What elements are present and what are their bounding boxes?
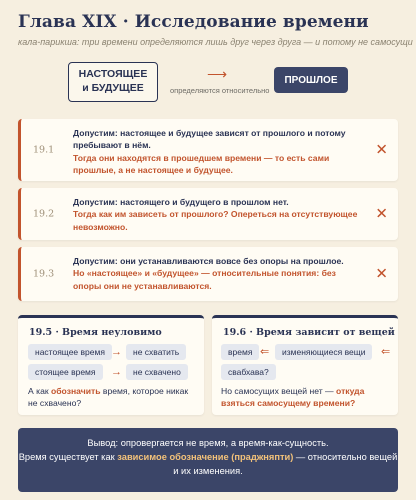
card-question xyxy=(221,385,393,410)
claim-text xyxy=(73,255,362,292)
question-highlight: обозначить xyxy=(51,386,101,396)
conclusion-box xyxy=(18,428,398,492)
arrow-left-icon: ⇐ xyxy=(381,346,391,358)
claim-premise: Допустим: настоящего и будущего в прошлом нет. xyxy=(73,197,289,207)
present-label: НАСТОЯЩЕЕ xyxy=(78,68,148,81)
pill-changing-things: изменяющиеся вещи xyxy=(275,344,372,360)
arrow-left-icon: ⇐ xyxy=(260,346,270,358)
card-time-depends xyxy=(212,315,398,415)
pill-present-time: настоящее время xyxy=(28,344,112,360)
claim-number: 19.1 xyxy=(33,144,55,156)
relation-arrow-icon: ⟶ xyxy=(207,66,228,82)
page-title: Глава XIX · Исследование времени xyxy=(18,12,369,32)
card-question xyxy=(28,385,198,410)
arrow-right-icon: → xyxy=(111,366,122,378)
arrow-right-icon: → xyxy=(111,346,122,358)
claim-19-3 xyxy=(18,247,398,301)
card-heading: 19.6 · Время зависит от вещей xyxy=(223,327,395,338)
relation-label: определяются относительно xyxy=(170,86,270,95)
claim-premise: Допустим: они устанавливаются вовсе без опоры на прошлое. xyxy=(73,256,344,266)
claim-19-1 xyxy=(18,119,398,181)
future-label: и БУДУЩЕЕ xyxy=(82,82,144,94)
claim-refutation: Тогда они находятся в прошедшем времени — то есть сами прошлые, а не настоящее и будущее. xyxy=(73,152,330,176)
refuted-x-icon: ✕ xyxy=(375,205,388,223)
pill-not-grasped: не схвачено xyxy=(126,364,188,380)
claim-19-2 xyxy=(18,188,398,240)
conclusion-text: Время существует как xyxy=(18,451,118,462)
question-text-end: время, которое никак не схвачено? xyxy=(28,386,189,409)
claim-text xyxy=(73,196,362,233)
past-box: ПРОШЛОЕ xyxy=(274,67,348,93)
question-text: Но самосущих вещей нет — xyxy=(221,386,337,396)
question-text: А как xyxy=(28,386,51,396)
conclusion-text-end: — относительно вещей и их изменения. xyxy=(173,451,398,476)
conclusion-line1: Вывод: опровергается не время, а время-как-сущность. xyxy=(87,438,329,448)
conclusion-highlight: зависимое обозначение (праджняпти) xyxy=(117,451,294,462)
pill-svabhava: свабхава? xyxy=(221,364,276,380)
claim-premise: Допустим: настоящее и будущее зависят от прошлого и потому пребывают в нём. xyxy=(73,128,346,151)
conclusion-line2 xyxy=(18,451,398,479)
claim-refutation: Тогда как им зависеть от прошлого? Опереться на отсутствующее невозможно. xyxy=(73,209,358,232)
page-subtitle: кала-парикша: три времени определяются лишь друг через друга — и потому не самосущи xyxy=(18,37,413,47)
claim-text xyxy=(73,127,362,177)
card-heading: 19.5 · Время неуловимо xyxy=(29,327,162,338)
refuted-x-icon: ✕ xyxy=(375,265,388,283)
pill-standing-time: стоящее время xyxy=(28,364,103,380)
question-highlight: откуда взяться самосущему времени? xyxy=(221,386,365,409)
claim-refutation: Но «настоящее» и «будущее» — относительные понятия: без опоры они не устанавливаются. xyxy=(73,268,336,291)
pill-time: время xyxy=(221,344,259,360)
claim-number: 19.2 xyxy=(33,208,55,220)
refuted-x-icon: ✕ xyxy=(375,141,388,159)
pill-not-grasp: не схватить xyxy=(126,344,186,360)
card-time-elusive xyxy=(18,315,204,415)
claim-number: 19.3 xyxy=(33,268,55,280)
present-future-box xyxy=(68,62,158,102)
